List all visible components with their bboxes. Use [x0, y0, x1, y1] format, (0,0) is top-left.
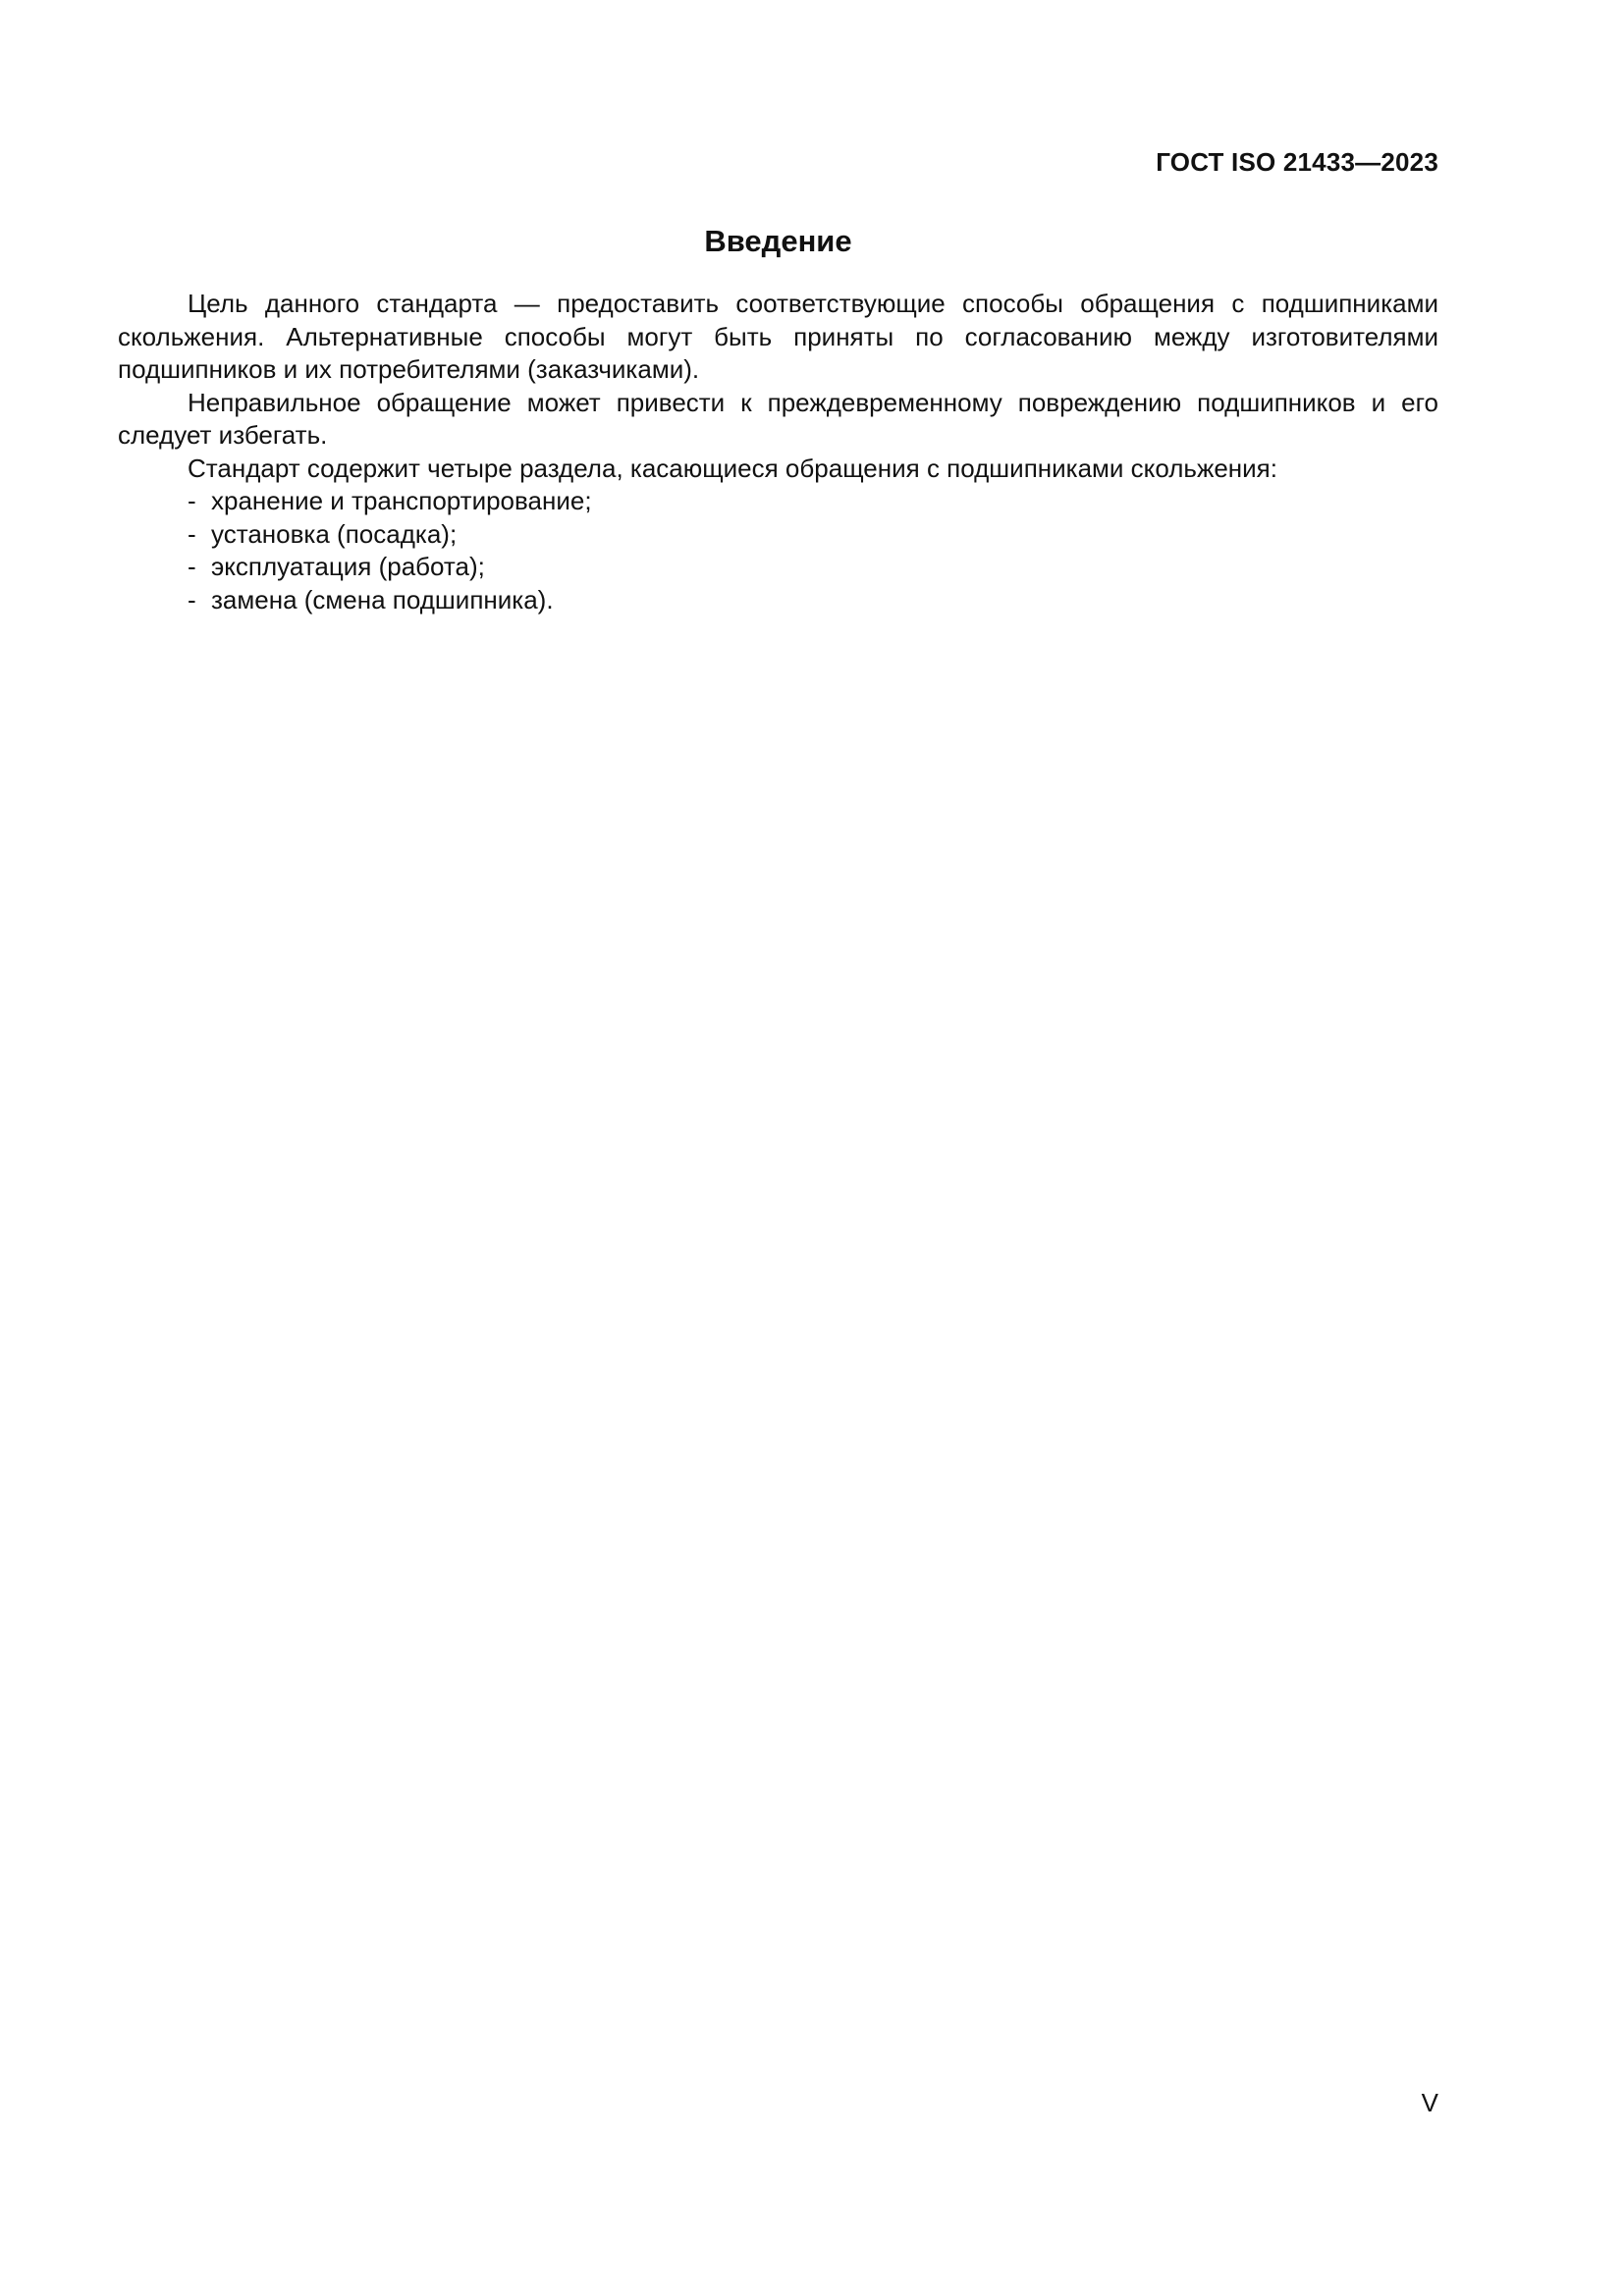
list-bullet: -	[188, 552, 196, 581]
section-title: Введение	[704, 224, 852, 258]
paragraph-purpose: Цель данного стандарта — предоставить соответствующие способы обращения с подшипниками скольжения. Альтернативные способы могут быть приняты по согласованию между изготовителями подшипников и их потребителями (заказчиками).	[118, 289, 1438, 384]
paragraph-contents: Стандарт содержит четыре раздела, касающиеся обращения с подшипниками скольжения:	[188, 453, 1277, 483]
paragraph-improper-handling: Неправильное обращение может привести к преждевременному повреждению подшипников и его следует избегать.	[118, 387, 1438, 450]
page-number: V	[1421, 2088, 1438, 2117]
section-list	[118, 485, 1438, 616]
document-code-header: ГОСТ ISO 21433—2023	[1156, 147, 1438, 177]
list-item	[118, 584, 1438, 617]
list-item-text: замена (смена подшипника).	[211, 584, 554, 614]
list-bullet: -	[188, 486, 196, 515]
list-item	[118, 485, 1438, 518]
list-item	[118, 551, 1438, 584]
list-item-text: хранение и транспортирование;	[211, 486, 592, 515]
list-bullet: -	[188, 584, 196, 614]
list-item-text: установка (посадка);	[211, 518, 458, 549]
list-bullet: -	[188, 518, 196, 549]
list-item-text: эксплуатация (работа);	[211, 552, 485, 581]
list-item	[118, 518, 1438, 552]
section-body	[118, 288, 1438, 616]
